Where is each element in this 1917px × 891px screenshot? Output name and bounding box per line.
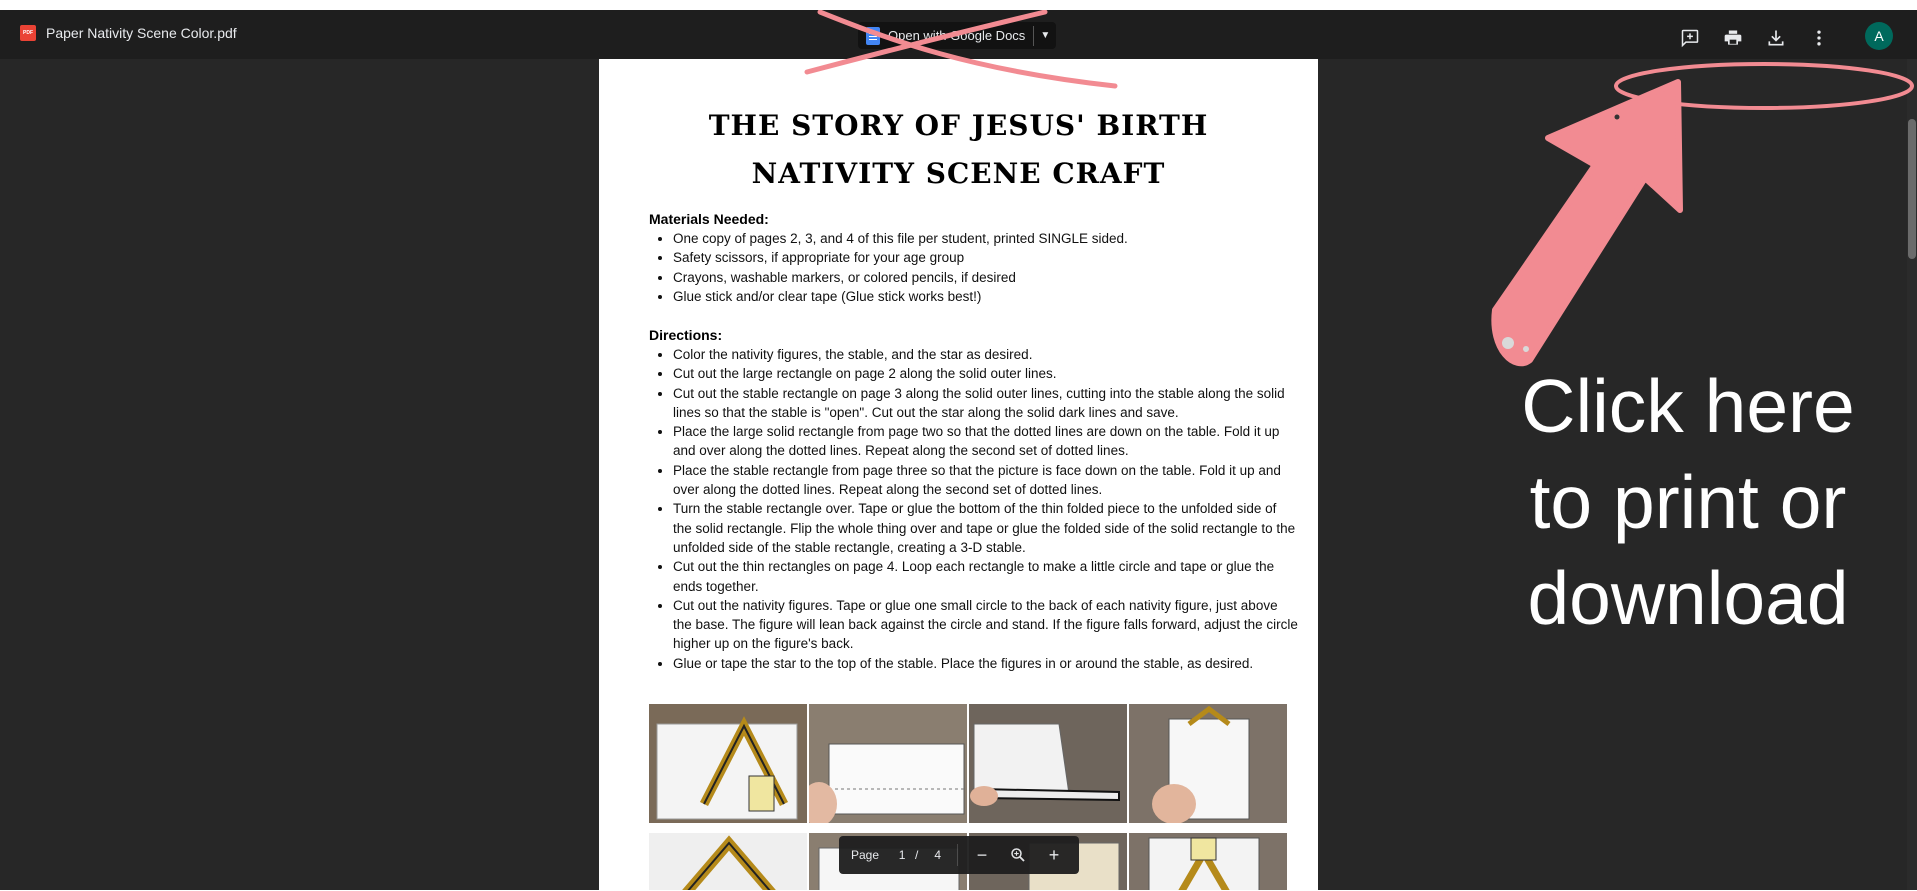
add-comment-button[interactable] [1676,24,1704,52]
zoom-in-button[interactable]: + [1048,844,1060,865]
document-title-line1: THE STORY OF JESUS' BIRTH [708,109,1209,142]
craft-photo [1129,704,1287,823]
directions-item: • Place the large solid rectangle from page two so that the dotted lines are down on the table. Fold it up and over along the dotted lines. Repeat along the second set of dotted lines. [673,422,1298,461]
craft-photo [649,833,807,890]
open-with-dropdown-icon[interactable]: ▼ [1040,30,1051,41]
directions-item: • Cut out the thin rectangles on page 4. Loop each rectangle to make a little circle and tape or glue the ends together. [673,557,1298,596]
directions-item: • Color the nativity figures, the stable, and the star as desired. [673,345,1298,364]
pdf-file-icon: PDF [20,25,36,41]
directions-item: • Glue or tape the star to the top of the stable. Place the figures in or around the stable, as desired. [673,654,1298,673]
materials-item: • Glue stick and/or clear tape (Glue stick works best!) [673,287,1298,306]
viewer-toolbar [0,10,1917,59]
more-options-button[interactable] [1805,24,1833,52]
craft-photo [1129,833,1287,890]
materials-list [649,229,1298,306]
scrollbar-thumb[interactable] [1908,119,1916,259]
download-icon [1766,28,1786,48]
materials-item: • One copy of pages 2, 3, and 4 of this file per student, printed SINGLE sided. [673,229,1298,248]
scrollbar-track[interactable] [1907,59,1917,890]
page-separator: / [915,848,919,862]
annotation-instruction-text: Click here to print or download [1521,364,1855,640]
open-with-label: Open with Google Docs [888,28,1026,43]
file-name: Paper Nativity Scene Color.pdf [46,25,237,41]
craft-photo [649,704,807,823]
more-vert-icon [1809,28,1829,48]
open-with-main[interactable] [858,22,1033,49]
craft-photo [809,704,967,823]
directions-item: • Cut out the stable rectangle on page 3 along the solid outer lines, cutting into the stable along the solid lines so that the stable is "open". Cut out the star along the solid dark lines and save. [673,384,1298,423]
toolbar-actions [1676,24,1833,52]
document-title-line2: NATIVITY SCENE CRAFT [751,157,1166,190]
materials-item: • Safety scissors, if appropriate for your age group [673,248,1298,267]
directions-item: • Cut out the nativity figures. Tape or glue one small circle to the back of each nativity figure, just above the base. The figure will lean back against the circle and stand. If the figure falls forward, adjust the circle higher up on the figure's back. [673,596,1298,654]
page-total: 4 [934,848,942,862]
craft-photos-row-1 [649,704,1287,823]
print-button[interactable] [1719,24,1747,52]
file-info [20,25,237,41]
download-button[interactable] [1762,24,1790,52]
google-docs-icon [866,27,880,45]
materials-item: • Crayons, washable markers, or colored pencils, if desired [673,268,1298,287]
directions-list [649,345,1298,673]
page-number-input[interactable]: 1 [898,848,906,862]
craft-photo [969,704,1127,823]
directions-heading: Directions: [649,327,723,343]
directions-item: • Cut out the large rectangle on page 2 along the solid outer lines. [673,364,1298,383]
materials-heading: Materials Needed: [649,211,769,227]
account-avatar[interactable]: A [1865,22,1893,50]
zoom-fit-button[interactable] [1006,843,1030,867]
zoom-icon [1009,846,1027,864]
pdf-page [599,59,1318,890]
print-icon [1723,28,1743,48]
page-label: Page [851,848,880,862]
page-navigation-bar [839,836,1079,874]
page-nav-divider [957,844,958,866]
zoom-out-button[interactable]: − [976,844,988,865]
directions-item: • Turn the stable rectangle over. Tape or glue the bottom of the thin folded piece to the unfolded side of the solid rectangle. Flip the whole thing over and tape or glue the folded side of the solid rectangle to the unfolded side of the stable rectangle, creating a 3-D stable. [673,499,1298,557]
open-with-google-docs-button[interactable] [858,22,1056,49]
directions-item: • Place the stable rectangle from page three so that the picture is face down on the table. Fold it up and over along the dotted lines. Repeat along the second set of dotted lines. [673,461,1298,500]
add-comment-icon [1680,28,1700,48]
